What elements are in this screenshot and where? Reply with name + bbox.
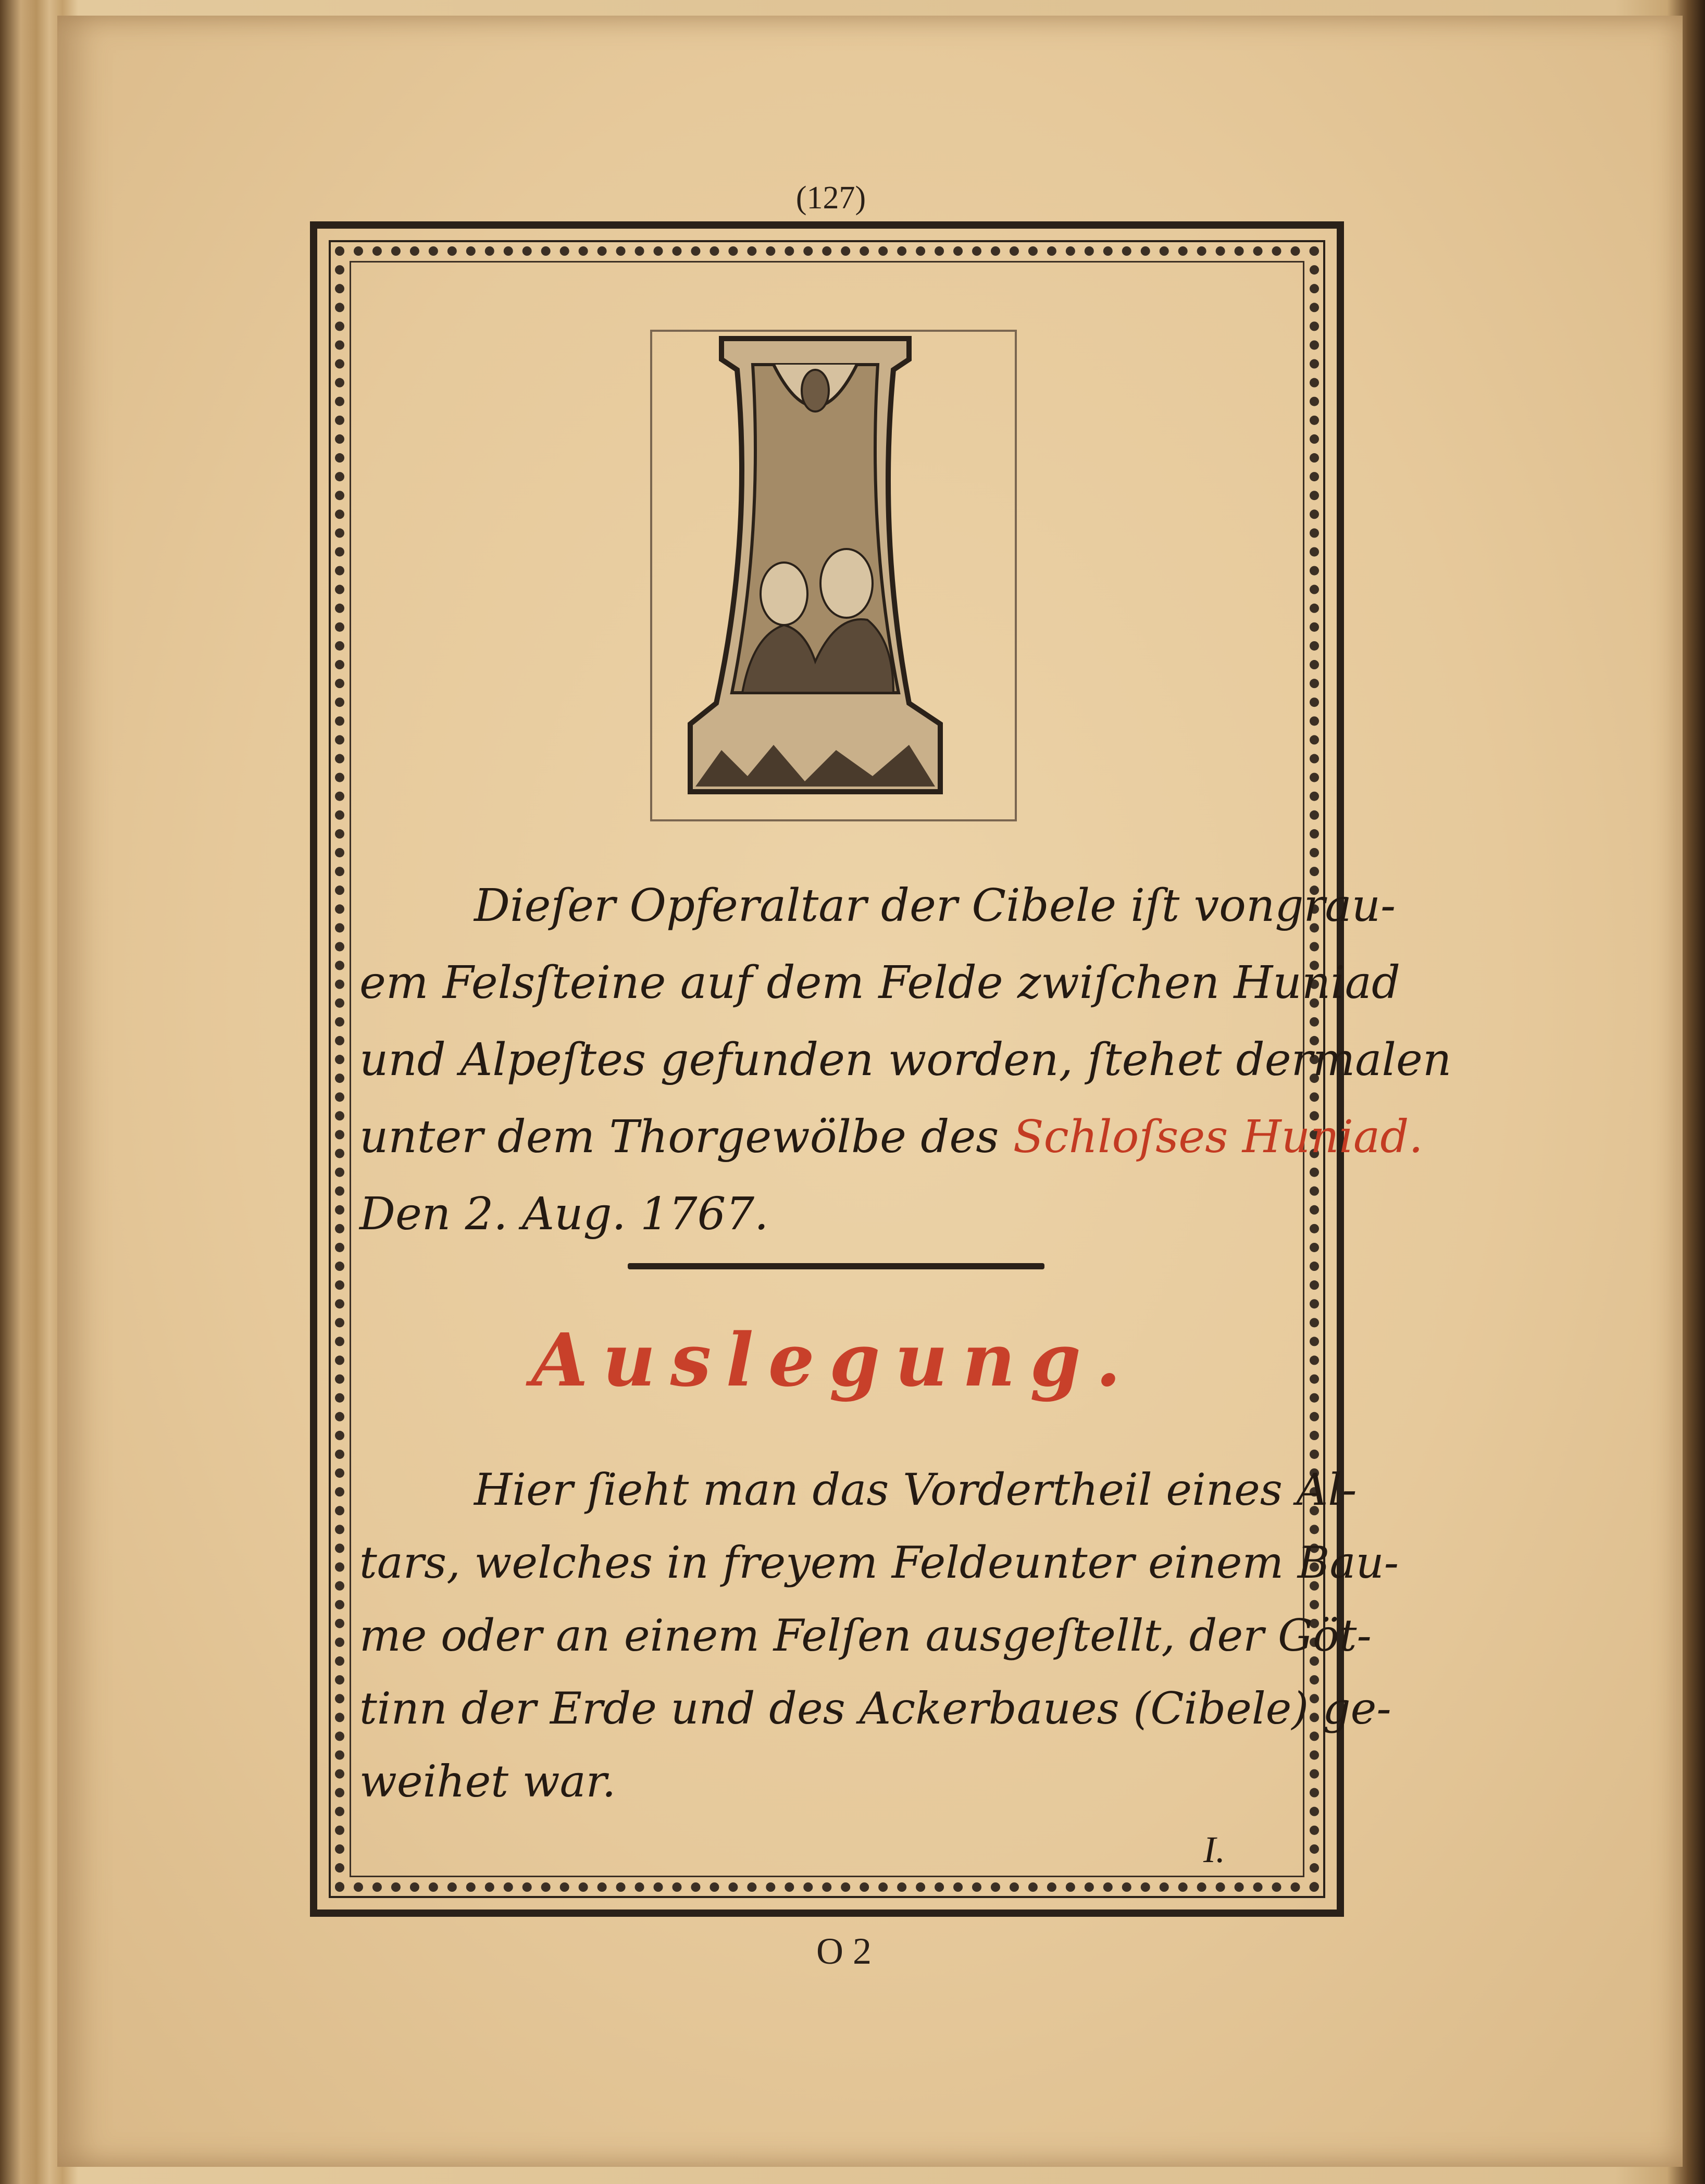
section-heading: Auslegung.	[531, 1318, 1136, 1403]
signature-mark: O 2	[816, 1930, 872, 1972]
body-line: tinn der Erde und des Ackerbaues (Cibele) ge-	[359, 1683, 1391, 1734]
body-text	[359, 1453, 1399, 1818]
caption-line	[359, 1099, 1423, 1176]
caption-line: em Felsſteine auf dem Felde zwiſchen Huniad	[359, 957, 1401, 1009]
body-line: me oder an einem Felſen ausgeſtellt, der Göt-	[359, 1610, 1372, 1661]
section-divider	[628, 1263, 1044, 1269]
caption-date: Den 2. Aug. 1767.	[359, 1188, 769, 1240]
altar-engraving	[649, 328, 1018, 823]
figure-right-head	[820, 549, 873, 618]
figure-left-head	[761, 563, 807, 625]
body-line: tars, welches in freyem Feldeunter einem Bau-	[359, 1537, 1399, 1588]
page-number: (127)	[795, 180, 866, 216]
body-line: weihet war.	[359, 1756, 616, 1807]
altar-engraving-svg	[649, 328, 1018, 823]
ox-head-icon	[802, 370, 829, 411]
castle-name-highlight: Schloſses Huniad.	[1013, 1111, 1423, 1163]
caption-text	[359, 867, 1452, 1253]
caption-line-text: unter dem Thorgewölbe des	[359, 1111, 1013, 1163]
catchword: I.	[1203, 1829, 1225, 1870]
body-line: Hier ſieht man das Vordertheil eines Al-	[474, 1464, 1357, 1515]
caption-line: und Alpeſtes gefunden worden, ſtehet dermalen	[359, 1034, 1452, 1086]
caption-line: Dieſer Opferaltar der Cibele iſt vongrau-	[474, 880, 1396, 932]
